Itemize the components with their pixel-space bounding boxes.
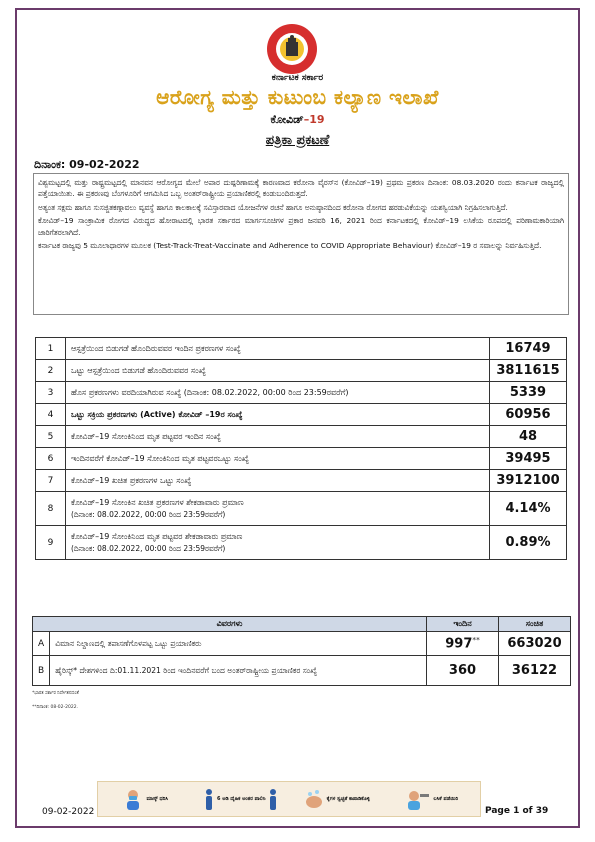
row-index: 7 xyxy=(36,470,66,492)
table-row xyxy=(36,426,567,448)
row-index: 4 xyxy=(36,404,66,426)
covid-label xyxy=(0,113,595,127)
row-index: B xyxy=(33,656,50,686)
row-value: 3811615 xyxy=(489,360,566,382)
row-index: 1 xyxy=(36,338,66,360)
government-label: ಕರ್ನಾಟಕ ಸರ್ಕಾರ xyxy=(271,73,324,83)
row-value: 16749 xyxy=(489,338,566,360)
row-label: ಒಟ್ಟು ಆಸ್ಪತ್ರೆಯಿಂದ ಬಿಡುಗಡೆ ಹೊಂದಿರುವವರ ಸಂಖ್ಯೆ xyxy=(65,360,489,382)
footnote: **ದಿನಾಂಕ: 08-02-2022. xyxy=(32,705,79,710)
table-row xyxy=(36,382,567,404)
banner-text: ಲಸಿಕೆ ಪಡೆಯಿರಿ xyxy=(433,796,459,802)
row-value: 5339 xyxy=(489,382,566,404)
row-label: ಕೋವಿಡ್–19 ಸೋಂಕಿನಿಂದ ಮೃತ ಪಟ್ಟವರ ಇಂದಿನ ಸಂಖ್ಯೆ xyxy=(65,426,489,448)
karnataka-emblem-icon xyxy=(260,22,324,76)
banner-handwash xyxy=(289,782,385,816)
footnote: *ಭಾರತ ಸರ್ಕಾರ ನಿರ್ದೇಶನದಂತೆ xyxy=(32,691,79,696)
row-value: 48 xyxy=(489,426,566,448)
table-row xyxy=(33,632,571,656)
row-value: 0.89% xyxy=(489,526,566,560)
row-label: ಆಸ್ಪತ್ರೆಯಿಂದ ಬಿಡುಗಡೆ ಹೊಂದಿರುವವರ ಇಂದಿನ ಪ್ರಕರಣಗಳ ಸಂಖ್ಯೆ xyxy=(65,338,489,360)
covid-awareness-banner xyxy=(97,781,481,817)
row-today-value: 360 xyxy=(427,656,499,686)
table-row xyxy=(36,338,567,360)
table-row xyxy=(36,526,567,560)
row-label-sub: (ದಿನಾಂಕ: 08.02.2022, 00:00 ರಿಂದ 23:59ರವರೆಗೆ) xyxy=(70,509,226,519)
row-today-value xyxy=(427,632,499,656)
table-row xyxy=(36,470,567,492)
banner-mask xyxy=(98,782,194,816)
row-index: 9 xyxy=(36,526,66,560)
row-value: 4.14% xyxy=(489,492,566,526)
row-label: ವಿಮಾನ ನಿಲ್ದಾಣದಲ್ಲಿ ತಪಾಸಣೆಗೊಳಪಟ್ಟ ಒಟ್ಟು ಪ್ರಯಾಣಿಕರು xyxy=(50,632,427,656)
row-value: 3912100 xyxy=(489,470,566,492)
vaccination-icon xyxy=(406,788,430,810)
row-index: 6 xyxy=(36,448,66,470)
row-label-sub: (ದಿನಾಂಕ: 08.02.2022, 00:00 ರಿಂದ 23:59ರವರೆಗೆ) xyxy=(70,543,226,553)
table-row xyxy=(36,448,567,470)
row-index: 8 xyxy=(36,492,66,526)
department-title: ಆರೋಗ್ಯ ಮತ್ತು ಕುಟುಂಬ ಕಲ್ಯಾಣ ಇಲಾಖೆ xyxy=(156,85,439,109)
intro-paragraph: ವಿಶ್ವಮಟ್ಟದಲ್ಲಿ ಮತ್ತು ರಾಷ್ಟ್ರಮಟ್ಟದಲ್ಲಿ ಮಾನವನ ಆರೋಗ್ಯದ ಮೇಲೆ ಅಪಾರ ದುಷ್ಪರಿಣಾಮಕ್ಕೆ ಕಾರಣವಾದ ಕರೋನಾ ವೈರಸ್‌ನ (ಕೋವಿಡ್–19) ಪ್ರಥಮ ಪ್ರಕರಣ ದಿನಾಂಕ: 08.03.2020 ರಂದು ಕರ್ನಾಟಕ ರಾಜ್ಯದಲ್ಲಿ ಪತ್ತೆಯಾಯಿತು. ಈ ಪ್ರಕರಣವು ಬೆಂಗಳೂರಿಗೆ ಆಗಮಿಸಿದ ಒಬ್ಬ ಅಂತರ್‌ರಾಷ್ಟ್ರೀಯ ಪ್ರಯಾಣಿಕರಲ್ಲಿ ಕಂಡುಬಂದಿರುತ್ತದೆ. xyxy=(38,178,564,199)
intro-box xyxy=(33,173,569,315)
intro-paragraph: ಕೋವಿಡ್–19 ಸಾಂಕ್ರಾಮಿಕ ರೋಗದ ವಿರುದ್ಧದ ಹೋರಾಟದಲ್ಲಿ ಭಾರತ ಸರ್ಕಾರದ ಮಾರ್ಗಸೂಚಿಗಳ ಪ್ರಕಾರ ಜನವರಿ 16, 2021 ರಿಂದ ಕರ್ನಾಟಕದಲ್ಲಿ ಕೋವಿಡ್–19 ಲಸಿಕೆಯ ರೂಪದಲ್ಲಿ ಪರಿಣಾಮಕಾರಿಯಾಗಿ ಜಾರಿಗೆತರಲಾಗಿದೆ. xyxy=(38,216,564,237)
row-value: 39495 xyxy=(489,448,566,470)
row-label: ಒಟ್ಟು ಸಕ್ರಿಯ ಪ್ರಕರಣಗಳು (Active) ಕೋವಿಡ್ –19ರ ಸಂಖ್ಯೆ xyxy=(65,404,489,426)
row-label: ಹೊಸ ಪ್ರಕರಣಗಳು ವರದಿಯಾಗಿರುವ ಸಂಖ್ಯೆ (ದಿನಾಂಕ: 08.02.2022, 00:00 ರಿಂದ 23:59ರವರೆಗೆ) xyxy=(65,382,489,404)
column-header-details: ವಿವರಗಳು xyxy=(33,617,427,632)
banner-text: ಕೈಗಳ ಸ್ವಚ್ಛತೆ ಕಾಪಾಡಿಕೊಳ್ಳಿ xyxy=(326,796,370,802)
table-row xyxy=(36,360,567,382)
person-icon xyxy=(268,788,278,810)
banner-distance xyxy=(194,782,290,816)
travellers-table xyxy=(32,616,571,686)
row-label xyxy=(65,492,489,526)
banner-text: ಮಾಸ್ಕ್ ಧರಿಸಿ xyxy=(146,796,169,802)
banner-vaccine xyxy=(385,782,481,816)
row-label xyxy=(65,526,489,560)
row-index: 2 xyxy=(36,360,66,382)
covid-label-text: ಕೋವಿಡ್ xyxy=(270,113,304,126)
row-value: 60956 xyxy=(489,404,566,426)
table-row xyxy=(33,656,571,686)
intro-paragraph: ಕರ್ನಾಟಕ ರಾಜ್ಯವು 5 ಮೂಲಾಧಾರಗಳ ಮೂಲಕ (Test-Track-Treat-Vaccinate and Adherence to COVID Appropriate Behaviour) ಕೋವಿಡ್–19 ರ ಸವಾಲನ್ನು ನಿರ್ವಹಿಸುತ್ತಿದೆ. xyxy=(38,241,542,251)
row-total-value: 36122 xyxy=(499,656,571,686)
release-date: ದಿನಾಂಕ: 09-02-2022 xyxy=(34,158,140,171)
row-label-main: ಕೋವಿಡ್–19 ಸೋಂಕಿನ ಖಚಿತ ಪ್ರಕರಣಗಳ ಶೇಕಡಾವಾರು ಪ್ರಮಾಣ xyxy=(70,497,244,507)
column-header-cumulative: ಸಂಚಿತ xyxy=(499,617,571,632)
row-index: A xyxy=(33,632,50,656)
person-icon xyxy=(204,788,214,810)
table-header-row xyxy=(33,617,571,632)
footer-date: 09-02-2022 xyxy=(42,807,95,817)
press-release-label: ಪತ್ರಿಕಾ ಪ್ರಕಟಣೆ xyxy=(265,133,330,148)
banner-text: 6 ಅಡಿ ದೈಹಿಕ ಅಂತರ ಪಾಲಿಸಿ xyxy=(217,796,266,802)
covid-stats-table xyxy=(35,337,567,560)
handwash-icon xyxy=(304,788,324,810)
row-total-value: 663020 xyxy=(499,632,571,656)
footnote-mark: ** xyxy=(472,635,480,644)
today-number: 997 xyxy=(445,636,473,652)
column-header-today: ಇಂದಿನ xyxy=(427,617,499,632)
masked-person-icon xyxy=(123,788,143,810)
row-label: ಕೋವಿಡ್–19 ಖಚಿತ ಪ್ರಕರಣಗಳ ಒಟ್ಟು ಸಂಖ್ಯೆ xyxy=(65,470,489,492)
covid-label-number: –19 xyxy=(303,113,325,126)
page-number: Page 1 of 39 xyxy=(485,806,549,816)
row-index: 3 xyxy=(36,382,66,404)
table-row xyxy=(36,404,567,426)
row-label: ಹೈರಿಸ್ಕ್* ದೇಶಗಳಿಂದ ದಿ:01.11.2021 ರಿಂದ ಇಂದಿನವರೆಗೆ ಬಂದ ಅಂತರ್‌ರಾಷ್ಟ್ರೀಯ ಪ್ರಯಾಣಿಕರ ಸಂಖ್ಯೆ xyxy=(50,656,427,686)
table-row xyxy=(36,492,567,526)
row-label: ಇಂದಿನವರೆಗೆ ಕೋವಿಡ್–19 ಸೋಂಕಿನಿಂದ ಮೃತ ಪಟ್ಟವರಒಟ್ಟು ಸಂಖ್ಯೆ xyxy=(65,448,489,470)
row-index: 5 xyxy=(36,426,66,448)
intro-paragraph: ಅತ್ಯಂತ ಸಕ್ಷಮ ಹಾಗೂ ಸುಸಜ್ಜಿತಕಣ್ಗಾವಲು ವ್ಯವಸ್ಥೆ ಹಾಗೂ ಕಾಲಕಾಲಕ್ಕೆ ಸವಿಸ್ತಾರವಾದ ಯೋಜನೆಗಳ ರಚನೆ ಹಾಗೂ ಅನುಷ್ಠಾನದಿಂದ ಕರೋನಾ ರೋಗದ ಹರಡುವಿಕೆಯನ್ನು ಯಶಸ್ವಿಯಾಗಿ ನಿಗ್ರಹಿಸಲಾಗುತ್ತಿದೆ. xyxy=(38,202,508,212)
row-label-main: ಕೋವಿಡ್–19 ಸೋಂಕಿನಿಂದ ಮೃತ ಪಟ್ಟವರ ಶೇಕಡಾವಾರು ಪ್ರಮಾಣ xyxy=(70,531,243,541)
